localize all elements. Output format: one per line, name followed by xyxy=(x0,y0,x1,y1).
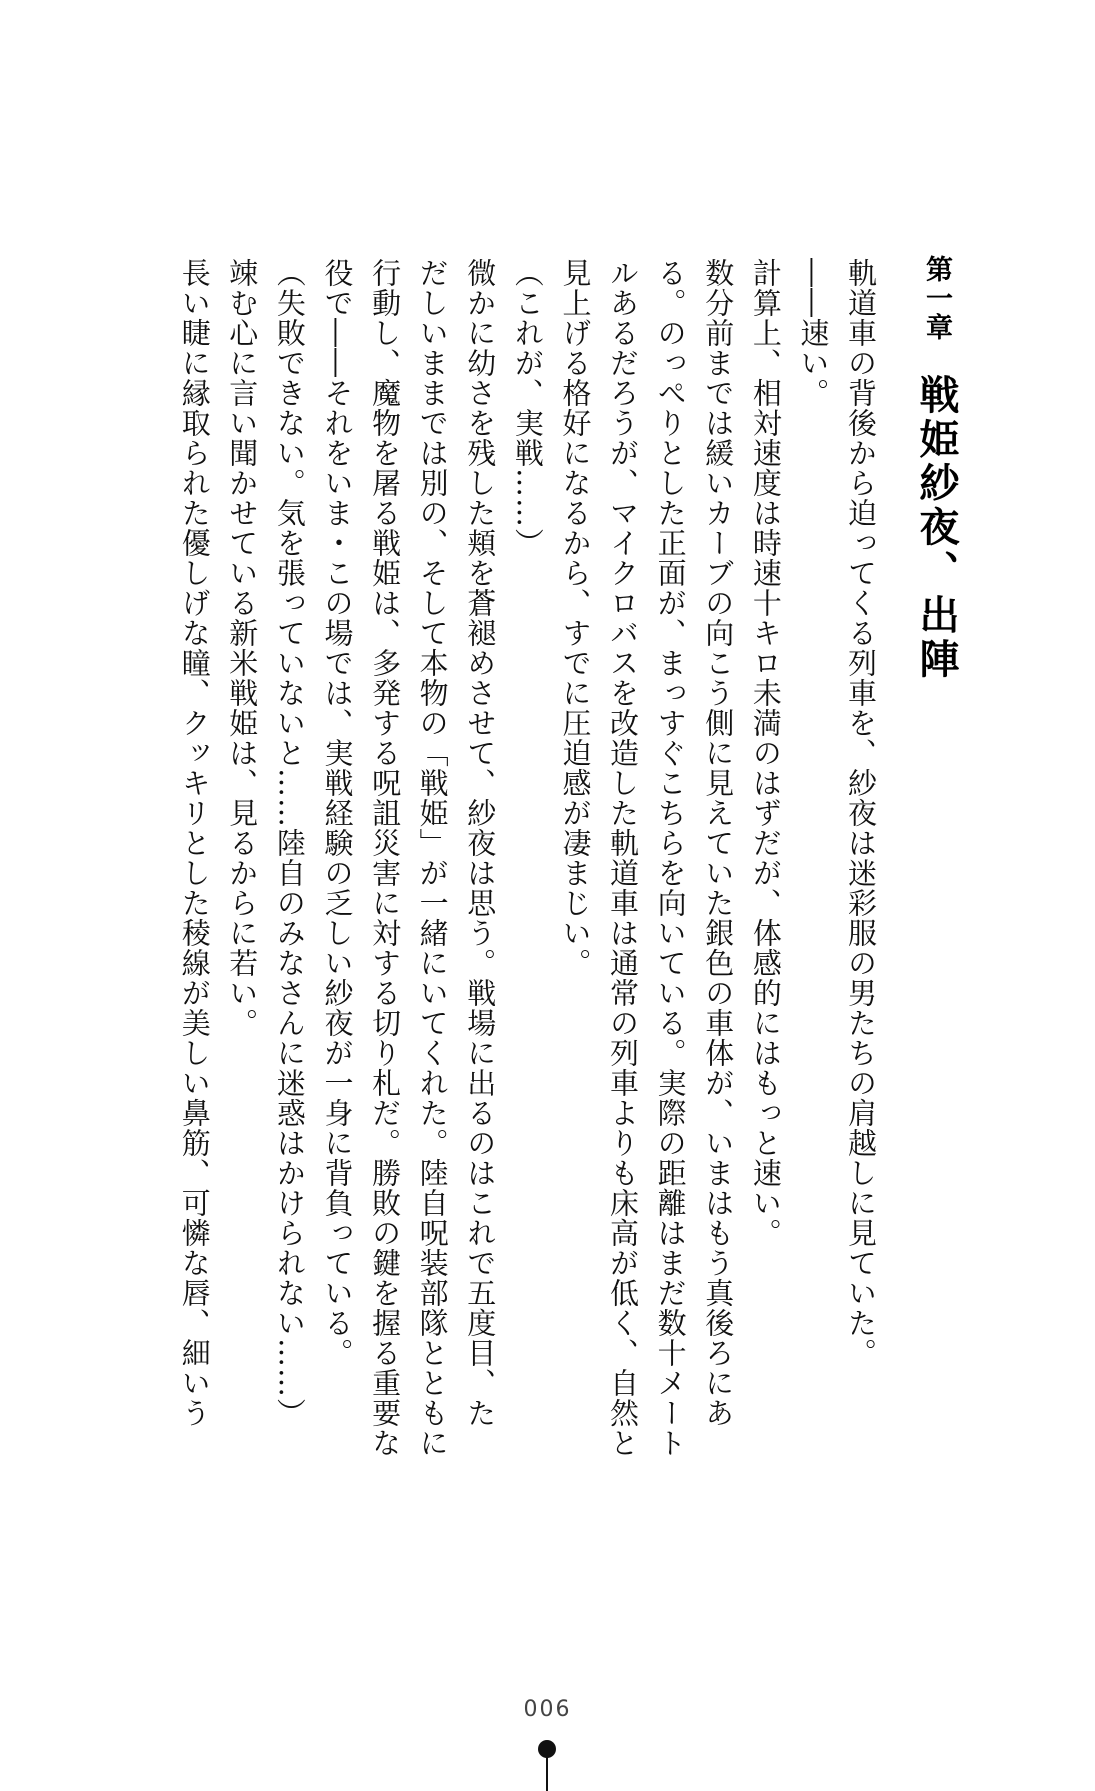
folio-rule xyxy=(546,1756,548,1791)
text-line: ルあるだろうが、マイクロバスを改造した軌道車は通常の列車よりも床高が低く、自然と xyxy=(606,258,641,1458)
text-line: 行動し、魔物を屠る戦姫は、多発する呪詛災害に対する切り札だ。勝敗の鍵を握る重要な xyxy=(368,258,403,1458)
text-line: 竦む心に言い聞かせている新米戦姫は、見るからに若い。 xyxy=(225,258,260,1038)
text-line: ――速い。 xyxy=(796,258,831,408)
text-line: 軌道車の背後から迫ってくる列車を、紗夜は迷彩服の男たちの肩越しに見ていた。 xyxy=(844,258,878,1368)
chapter-number: 第一章 xyxy=(921,255,952,342)
text-line: 計算上、相対速度は時速十キロ未満のはずだが、体感的にはもっと速い。 xyxy=(748,258,783,1248)
text-line: 数分前までは緩いカーブの向こう側に見えていた銀色の車体が、いまはもう真後ろにあ xyxy=(701,258,736,1428)
text-line: 見上げる格好になるから、すでに圧迫感が凄まじい。 xyxy=(558,258,593,978)
chapter-title: 戦姫紗夜、出陣 xyxy=(913,373,959,682)
text-line: 役で――それをいま・この場では、実戦経験の乏しい紗夜が一身に背負っている。 xyxy=(320,258,355,1368)
body-text xyxy=(170,258,884,1458)
page-number: 006 xyxy=(523,1697,572,1722)
text-line: 長い睫に縁取られた優しげな瞳、クッキリとした稜線が美しい鼻筋、可憐な唇、細いう xyxy=(177,258,212,1428)
chapter-heading xyxy=(908,255,965,682)
text-line: だしいままでは別の、そして本物の「戦姫」が一緒にいてくれた。陸自呪装部隊とともに xyxy=(415,258,450,1458)
text-line: る。のっぺりとした正面が、まっすぐこちらを向いている。実際の距離はまだ数十メート xyxy=(653,258,688,1458)
text-line: 微かに幼さを残した頬を蒼褪めさせて、紗夜は思う。戦場に出るのはこれで五度目、た xyxy=(463,258,498,1428)
text-line: （これが、実戦……） xyxy=(510,258,545,558)
text-line: （失敗できない。気を張っていないと……陸自のみなさんに迷惑はかけられない……） xyxy=(272,258,307,1428)
